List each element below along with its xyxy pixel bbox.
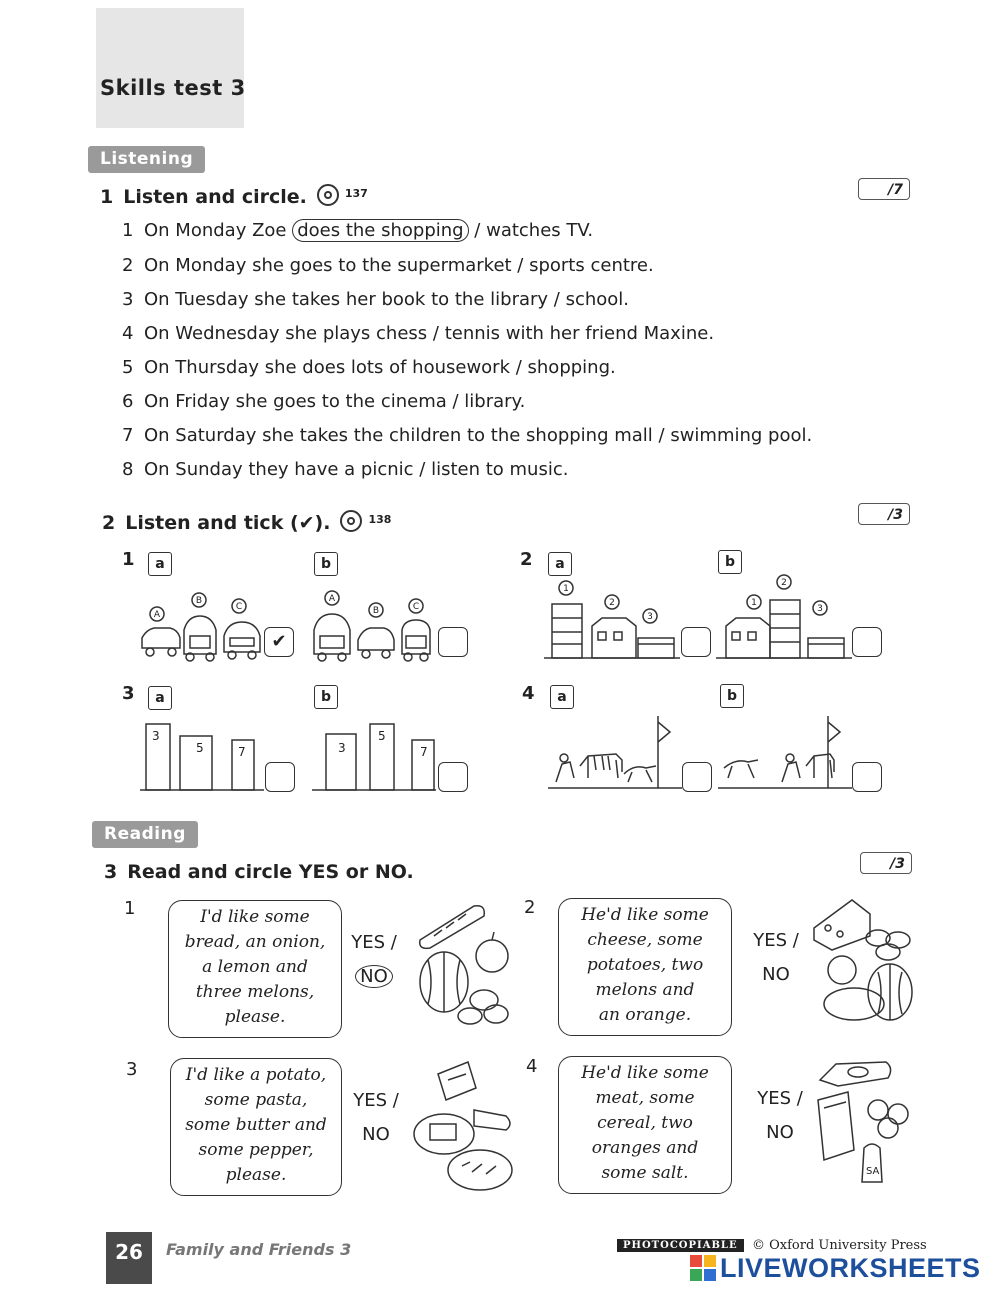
q2-pic-3b-tick-box[interactable] xyxy=(438,762,468,792)
q1-item-8-option-a[interactable]: have a picnic xyxy=(294,459,414,480)
q2-score-box[interactable]: /3 xyxy=(858,503,910,525)
meat-cereal-oranges-salt-picture xyxy=(808,1056,918,1188)
q1-track: 137 xyxy=(344,187,368,200)
q2-pic-2a-tick-box[interactable] xyxy=(681,627,711,657)
q2-pic-3-number: 3 xyxy=(122,683,135,704)
q3-item-4-speech-bubble: He'd like some meat, some cereal, two oranges and some salt. xyxy=(558,1056,732,1194)
q3-item-4-answer xyxy=(748,1082,812,1150)
door-number: 3 xyxy=(338,741,346,755)
q1-item-2-option-a[interactable]: supermarket xyxy=(397,255,512,276)
q1-item-4-option-a[interactable]: chess xyxy=(376,323,428,344)
buildings-picture-b xyxy=(716,570,852,662)
doors-picture-a xyxy=(140,718,264,794)
q2-pic-1-number: 1 xyxy=(122,549,135,570)
q1-item-1-option-a[interactable]: does the shopping xyxy=(292,219,468,242)
section-tab-reading: Reading xyxy=(92,821,198,848)
q2-pic-3a-tick-box[interactable] xyxy=(265,762,295,792)
q3-item-1-yes[interactable]: YES / xyxy=(351,932,397,953)
q2-pic-2-number: 2 xyxy=(520,549,533,570)
liveworksheets-logo-icon xyxy=(690,1255,716,1281)
q3-item-2-speech-bubble: He'd like some cheese, some potatoes, two melons and an orange. xyxy=(558,898,732,1036)
q3-instruction: Read and circle YES or NO. xyxy=(127,861,414,883)
door-number: 5 xyxy=(378,729,386,743)
q1-item-7-option-b[interactable]: swimming pool. xyxy=(670,425,813,446)
q1-item-2: 2 On Monday she goes to the supermarket / sports centre. xyxy=(122,255,654,276)
mark-A: A xyxy=(153,610,161,620)
q3-item-4-yes[interactable]: YES / xyxy=(757,1088,803,1109)
q1-item-6-option-a[interactable]: cinema xyxy=(380,391,447,412)
cheese-potatoes-melons-orange-picture xyxy=(808,894,918,1026)
door-number: 7 xyxy=(238,745,246,759)
mark-2: 2 xyxy=(609,598,615,608)
section-tab-listening: Listening xyxy=(88,146,205,173)
q2-pic-2-label-a: a xyxy=(548,552,572,576)
q1-item-8-option-b[interactable]: listen to music. xyxy=(431,459,569,480)
book-brand: Family and Friends 3 xyxy=(166,1240,352,1259)
q2-pic-3-label-a: a xyxy=(148,686,172,710)
q3-item-3-speech-bubble: I'd like a potato, some pasta, some butter and some pepper, please. xyxy=(170,1058,342,1196)
q3-item-3-number: 3 xyxy=(126,1059,138,1080)
buildings-picture-a xyxy=(544,578,680,662)
q2-heading xyxy=(102,510,391,534)
liveworksheets-watermark: LIVEWORKSHEETS xyxy=(690,1253,981,1284)
doors-picture-b xyxy=(312,718,436,794)
q1-item-7-option-a[interactable]: shopping mall xyxy=(526,425,653,446)
q1-score-box[interactable]: /7 xyxy=(858,178,910,200)
q2-pic-3-label-b: b xyxy=(314,685,338,709)
salt-label: SA xyxy=(866,1166,880,1177)
q1-item-4-option-b[interactable]: tennis with her friend Maxine. xyxy=(444,323,715,344)
q3-item-1-no[interactable]: NO xyxy=(355,965,393,988)
q1-instruction: Listen and circle. xyxy=(123,186,307,208)
cd-icon xyxy=(340,510,362,532)
mark-3: 3 xyxy=(647,612,653,622)
door-number: 3 xyxy=(152,729,160,743)
q3-heading xyxy=(104,861,414,883)
q1-item-1-option-b[interactable]: watches TV. xyxy=(486,220,594,241)
door-number: 5 xyxy=(196,741,204,755)
q3-item-2-no[interactable]: NO xyxy=(762,964,790,985)
q3-number: 3 xyxy=(104,861,118,883)
mark-A: A xyxy=(328,594,336,604)
q3-item-3-yes[interactable]: YES / xyxy=(353,1090,399,1111)
mark-C: C xyxy=(412,602,420,612)
q3-item-2-answer xyxy=(744,924,808,992)
q2-instruction: Listen and tick (✔). xyxy=(125,512,331,534)
q1-number: 1 xyxy=(100,186,114,208)
q1-item-3-option-b[interactable]: school. xyxy=(565,289,630,310)
q2-number: 2 xyxy=(102,512,116,534)
q3-item-3-no[interactable]: NO xyxy=(362,1124,390,1145)
mark-1: 1 xyxy=(751,598,757,608)
q1-item-4: 4 On Wednesday she plays chess / tennis with her friend Maxine. xyxy=(122,323,715,344)
cars-picture-b xyxy=(308,580,438,662)
mark-1: 1 xyxy=(563,584,569,594)
q2-pic-2b-tick-box[interactable] xyxy=(852,627,882,657)
q1-item-7: 7 On Saturday she takes the children to the shopping mall / swimming pool. xyxy=(122,425,813,446)
q3-item-1-speech-bubble: I'd like some bread, an onion, a lemon and three melons, please. xyxy=(168,900,342,1038)
door-number: 7 xyxy=(420,745,428,759)
q3-item-4-no[interactable]: NO xyxy=(766,1122,794,1143)
page-number: 26 xyxy=(106,1232,152,1284)
q3-item-4-number: 4 xyxy=(526,1056,538,1077)
q2-pic-1a-tick-box[interactable]: ✔ xyxy=(264,627,294,657)
q3-score-box[interactable]: /3 xyxy=(860,852,912,874)
q2-pic-1-label-a: a xyxy=(148,552,172,576)
header-shade xyxy=(96,8,244,128)
q1-item-5-option-b[interactable]: shopping. xyxy=(527,357,616,378)
q2-pic-4-label-b: b xyxy=(720,684,744,708)
q1-item-5: 5 On Thursday she does lots of housework / shopping. xyxy=(122,357,616,378)
q1-item-6: 6 On Friday she goes to the cinema / library. xyxy=(122,391,526,412)
photocopiable-badge: PHOTOCOPIABLE xyxy=(617,1239,744,1252)
q2-track: 138 xyxy=(368,513,392,526)
q3-item-2-number: 2 xyxy=(524,897,536,918)
mark-3: 3 xyxy=(817,604,823,614)
q1-item-6-option-b[interactable]: library. xyxy=(464,391,526,412)
q1-item-1: 1 On Monday Zoe does the shopping / watches TV. xyxy=(122,220,594,241)
mark-2: 2 xyxy=(781,578,787,588)
q2-pic-2-label-b: b xyxy=(718,550,742,574)
q3-item-3-answer xyxy=(346,1084,406,1152)
q2-pic-4a-tick-box[interactable] xyxy=(682,762,712,792)
q2-pic-4b-tick-box[interactable] xyxy=(852,762,882,792)
q2-pic-4-label-a: a xyxy=(550,685,574,709)
q1-heading xyxy=(100,184,368,208)
page-title: Skills test 3 xyxy=(100,76,246,100)
cd-icon xyxy=(317,184,339,206)
potato-pasta-butter-pepper-picture xyxy=(410,1058,520,1194)
q1-item-5-option-a[interactable]: housework xyxy=(412,357,510,378)
q1-item-3-option-a[interactable]: the library xyxy=(454,289,549,310)
bread-onion-lemon-melon-picture xyxy=(414,900,514,1030)
q3-item-1-number: 1 xyxy=(124,898,136,919)
mark-B: B xyxy=(195,596,203,606)
q2-pic-1b-tick-box[interactable] xyxy=(438,627,468,657)
race-picture-a xyxy=(548,712,682,792)
mark-B: B xyxy=(372,606,380,616)
q3-item-2-yes[interactable]: YES / xyxy=(753,930,799,951)
q1-item-2-option-b[interactable]: sports centre. xyxy=(529,255,654,276)
race-picture-b xyxy=(718,712,852,792)
q3-item-1-answer xyxy=(346,926,402,994)
q2-pic-4-number: 4 xyxy=(522,683,535,704)
publisher-credit: © Oxford University Press xyxy=(752,1238,927,1253)
q1-item-3: 3 On Tuesday she takes her book to the library / school. xyxy=(122,289,630,310)
q2-pic-1-label-b: b xyxy=(314,552,338,576)
q1-item-8: 8 On Sunday they have a picnic / listen to music. xyxy=(122,459,569,480)
mark-C: C xyxy=(235,602,243,612)
